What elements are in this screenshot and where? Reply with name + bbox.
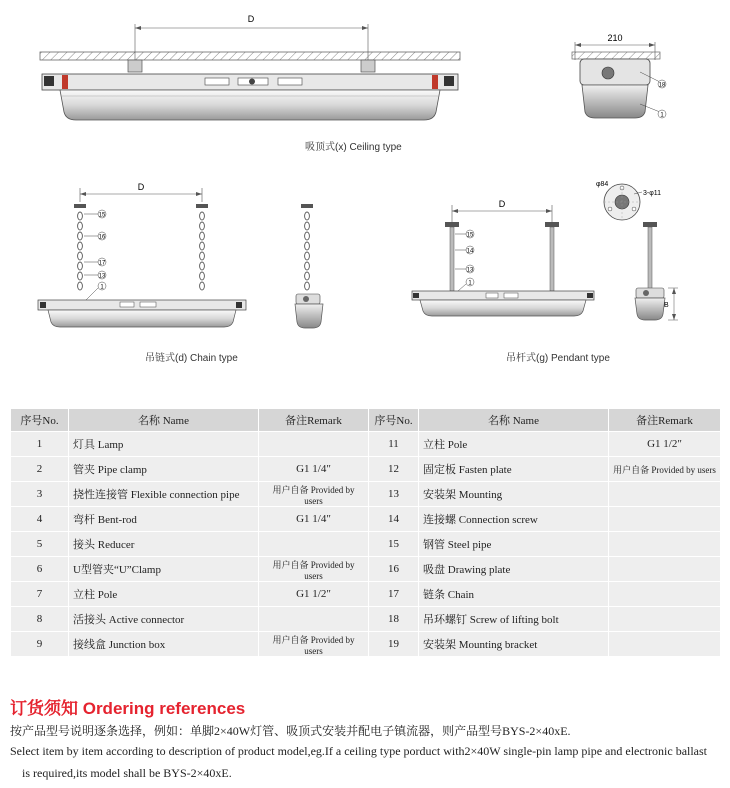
cell-name: 活接头 Active connector <box>69 607 259 632</box>
ceiling-side-view <box>572 33 666 119</box>
cell-no: 13 <box>369 482 419 507</box>
dimension-label-210: 210 <box>607 33 623 43</box>
cell-remark <box>609 607 721 632</box>
dimension-label-d: D <box>498 199 506 209</box>
lifting-bolt <box>602 67 614 79</box>
cell-name: 弯杆 Bent-rod <box>69 507 259 532</box>
pendant-type-drawing <box>412 199 594 316</box>
side-diffuser <box>295 304 323 328</box>
cell-no: 1 <box>11 432 69 457</box>
cell-remark <box>609 507 721 532</box>
header-name: 名称 Name <box>69 409 259 432</box>
svg-text:17: 17 <box>98 260 106 267</box>
lamp-diffuser <box>60 90 440 120</box>
caption-pendant-type: 吊杆式(g) Pendant type <box>506 353 610 364</box>
cell-name: 立柱 Pole <box>419 432 609 457</box>
cell-remark: 用户自备 Provided by users <box>259 557 369 582</box>
installation-drawings <box>0 0 730 390</box>
cell-remark: G1 1/2″ <box>609 432 721 457</box>
ordering-title: 订货须知 Ordering references <box>10 699 246 718</box>
cell-remark: 用户自备 Provided by users <box>609 457 721 482</box>
cell-no: 17 <box>369 582 419 607</box>
dimension-label-phi84: φ84 <box>596 181 609 188</box>
svg-text:13: 13 <box>466 267 474 274</box>
pendant-side-view <box>635 222 678 320</box>
svg-text:16: 16 <box>98 234 106 241</box>
table-header-row <box>11 409 721 432</box>
cell-remark <box>609 632 721 657</box>
cell-remark <box>609 532 721 557</box>
chain-side-view <box>295 204 323 328</box>
end-seal <box>432 75 438 89</box>
cell-name: 安装架 Mounting bracket <box>419 632 609 657</box>
lamp-top-rail <box>412 291 594 300</box>
cell-no: 7 <box>11 582 69 607</box>
svg-text:1: 1 <box>468 280 472 287</box>
dimension-label-d: D <box>247 14 255 24</box>
svg-text:14: 14 <box>466 248 474 255</box>
cell-remark <box>259 532 369 557</box>
cell-no: 8 <box>11 607 69 632</box>
caption-chain-type: 吊链式(d) Chain type <box>145 353 238 364</box>
ordering-text-en: Select item by item according to description of product model,eg.If a ceiling type porduct with2×40W single-pin lamp pipe and electronic ballast <box>10 744 708 758</box>
cell-name: 吸盘 Drawing plate <box>419 557 609 582</box>
side-diffuser <box>582 85 648 118</box>
cell-no: 9 <box>11 632 69 657</box>
header-no: 序号No. <box>369 409 419 432</box>
cell-remark <box>259 607 369 632</box>
svg-text:18: 18 <box>658 82 666 89</box>
cell-remark: 用户自备 Provided by users <box>259 632 369 657</box>
mounting-plate-top-view <box>596 181 661 220</box>
cell-name: 钢管 Steel pipe <box>419 532 609 557</box>
ordering-text-en-cont: is required,its model shall be BYS-2×40xE. <box>22 766 232 780</box>
cell-no: 15 <box>369 532 419 557</box>
cell-remark: 用户自备 Provided by users <box>259 482 369 507</box>
table-row <box>11 482 721 507</box>
ordering-text-cn: 按产品型号说明逐条选择，例如：单脚2×40W灯管、吸顶式安装并配电子镇流器，则产品型号BYS-2×40xE. <box>10 724 571 738</box>
steel-pipe <box>450 227 454 291</box>
cell-no: 5 <box>11 532 69 557</box>
svg-text:1: 1 <box>100 284 104 291</box>
header-no: 序号No. <box>11 409 69 432</box>
cell-no: 3 <box>11 482 69 507</box>
end-cap <box>44 76 54 86</box>
side-housing <box>580 59 650 85</box>
dimension-label-d: D <box>137 182 145 192</box>
parts-table <box>10 408 721 657</box>
cell-remark: G1 1/2″ <box>259 582 369 607</box>
cell-remark <box>609 582 721 607</box>
caption-ceiling-type: 吸顶式(x) Ceiling type <box>305 142 402 153</box>
dimension-label-b: B <box>664 302 669 309</box>
cell-remark <box>609 482 721 507</box>
ceiling-hatch <box>40 52 460 60</box>
cell-name: 安装架 Mounting <box>419 482 609 507</box>
cell-name: 挠性连接管 Flexible connection pipe <box>69 482 259 507</box>
cell-name: 固定板 Fasten plate <box>419 457 609 482</box>
lamp-diffuser <box>420 300 586 316</box>
cell-no: 19 <box>369 632 419 657</box>
svg-text:15: 15 <box>466 232 474 239</box>
cell-name: 接头 Reducer <box>69 532 259 557</box>
cell-name: 吊环螺钉 Screw of lifting bolt <box>419 607 609 632</box>
cell-name: 管夹 Pipe clamp <box>69 457 259 482</box>
cell-no: 18 <box>369 607 419 632</box>
cell-no: 12 <box>369 457 419 482</box>
cell-remark <box>259 432 369 457</box>
steel-pipe <box>550 227 554 291</box>
ceiling-type-drawing <box>40 14 460 120</box>
cell-no: 14 <box>369 507 419 532</box>
cell-remark: G1 1/4″ <box>259 507 369 532</box>
mounting-clip <box>361 60 375 72</box>
cell-name: 接线盒 Junction box <box>69 632 259 657</box>
cell-no: 2 <box>11 457 69 482</box>
svg-text:1: 1 <box>660 112 664 119</box>
cell-name: 连接螺 Connection screw <box>419 507 609 532</box>
table-row <box>11 632 721 657</box>
chain-right <box>200 212 205 290</box>
table-row <box>11 557 721 582</box>
header-remark: 备注Remark <box>609 409 721 432</box>
cell-remark: G1 1/4″ <box>259 457 369 482</box>
table-row <box>11 532 721 557</box>
svg-text:13: 13 <box>98 273 106 280</box>
mounting-clip <box>128 60 142 72</box>
cell-no: 6 <box>11 557 69 582</box>
side-diffuser <box>635 298 665 320</box>
header-remark: 备注Remark <box>259 409 369 432</box>
end-seal <box>62 75 68 89</box>
chain-left <box>78 212 83 290</box>
table-row <box>11 582 721 607</box>
svg-text:15: 15 <box>98 212 106 219</box>
cell-no: 16 <box>369 557 419 582</box>
lamp-diffuser <box>48 310 236 327</box>
table-row <box>11 457 721 482</box>
cell-name: 链条 Chain <box>419 582 609 607</box>
cell-remark <box>609 557 721 582</box>
end-cap <box>444 76 454 86</box>
cell-name: 立柱 Pole <box>69 582 259 607</box>
chain-type-drawing <box>38 182 246 327</box>
drawings-svg <box>0 0 730 390</box>
table-row <box>11 507 721 532</box>
cell-name: 灯具 Lamp <box>69 432 259 457</box>
header-name: 名称 Name <box>419 409 609 432</box>
cell-name: U型管夹“U”Clamp <box>69 557 259 582</box>
cell-no: 11 <box>369 432 419 457</box>
table-row <box>11 432 721 457</box>
table-row <box>11 607 721 632</box>
cell-no: 4 <box>11 507 69 532</box>
dimension-label-holes: 3-φ11 <box>643 190 662 197</box>
